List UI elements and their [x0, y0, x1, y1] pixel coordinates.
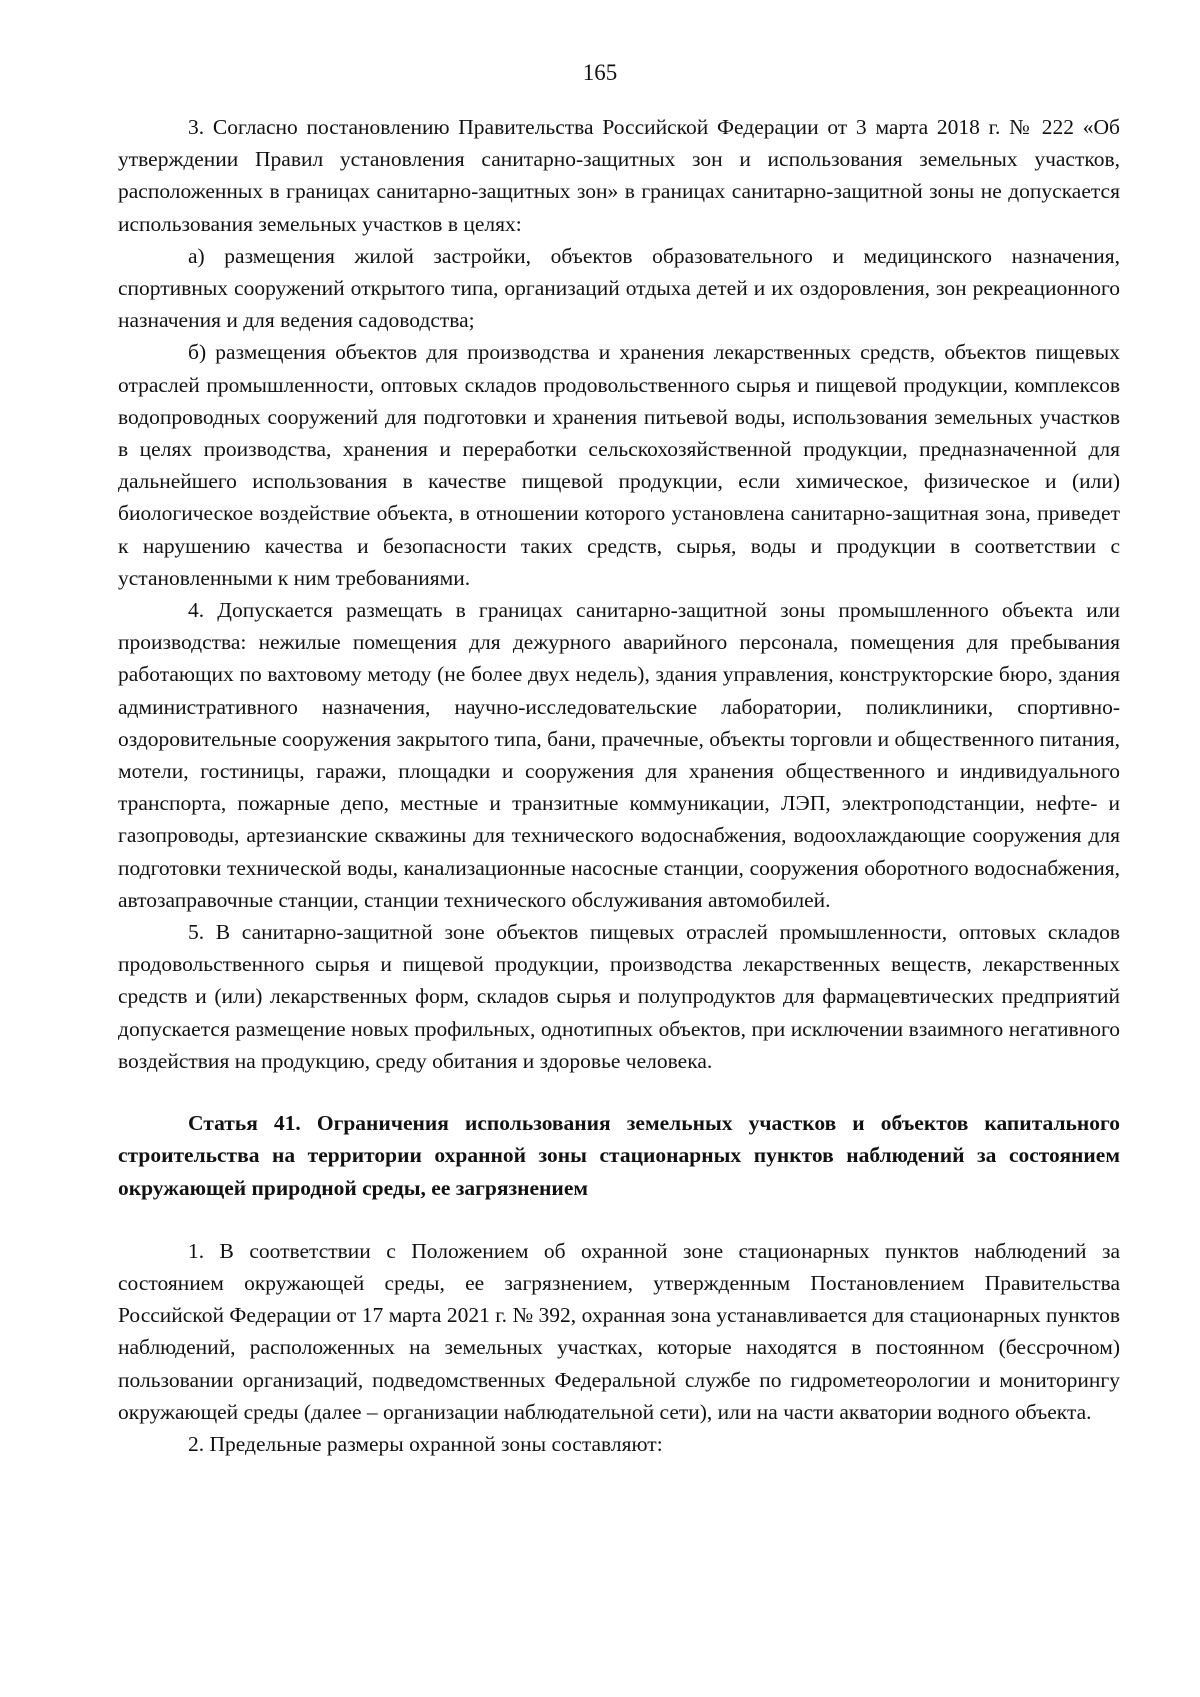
paragraph-5: 5. В санитарно-защитной зоне объектов пищевых отраслей промышленности, оптовых складов продовольственного сырья и пищевой продукции, производства лекарственных веществ, лекарственных средств и (или) лекарственных форм, складов сырья и полупродуктов для фармацевтических предприятий допускается размещение новых профильных, однотипных объектов, при исключении взаимного негативного воздействия на продукцию, среду обитания и здоровье человека. [118, 920, 1120, 1073]
paragraph-3: 3. Согласно постановлению Правительства Российской Федерации от 3 марта 2018 г. № 222 «Об утверждении Правил установления санитарно-защитных зон и использования земельных участков, расположенных в границах санитарно-защитных зон» в границах санитарно-защитной зоны не допускается использования земельных участков в целях: [118, 115, 1120, 236]
article-41-paragraph-1: 1. В соответствии с Положением об охранной зоне стационарных пунктов наблюдений за состоянием окружающей среды, ее загрязнением, утвержденным Постановлением Правительства Российской Федерации от 17 марта 2021 г. № 392, охранная зона устанавливается для стационарных пунктов наблюдений, расположенных на земельных участках, которые находятся в постоянном (бессрочном) пользовании организаций, подведомственных Федеральной службе по гидрометеорологии и мониторингу окружающей среды (далее – организации наблюдательной сети), или на части акватории водного объекта. [118, 1238, 1120, 1424]
document-body [118, 111, 1120, 1460]
paragraph-3b: б) размещения объектов для производства и хранения лекарственных средств, объектов пищевых отраслей промышленности, оптовых складов продовольственного сырья и пищевой продукции, комплексов водопроводных сооружений для подготовки и хранения питьевой воды, использования земельных участков в целях производства, хранения и переработки сельскохозяйственной продукции, предназначенной для дальнейшего использования в качестве пищевой продукции, если химическое, физическое и (или) биологическое воздействие объекта, в отношении которого установлена санитарно-защитная зона, приведет к нарушению качества и безопасности таких средств, сырья, воды и продукции в соответствии с установленными к ним требованиями. [118, 340, 1120, 590]
paragraph-4: 4. Допускается размещать в границах санитарно-защитной зоны промышленного объекта или производства: нежилые помещения для дежурного аварийного персонала, помещения для пребывания работающих по вахтовому методу (не более двух недель), здания управления, конструкторские бюро, здания административного назначения, научно-исследовательские лаборатории, поликлиники, спортивно-оздоровительные сооружения закрытого типа, бани, прачечные, объекты торговли и общественного питания, мотели, гостиницы, гаражи, площадки и сооружения для хранения общественного и индивидуального транспорта, пожарные депо, местные и транзитные коммуникации, ЛЭП, электроподстанции, нефте- и газопроводы, артезианские скважины для технического водоснабжения, водоохлаждающие сооружения для подготовки технической воды, канализационные насосные станции, сооружения оборотного водоснабжения, автозаправочные станции, станции технического обслуживания автомобилей. [118, 598, 1120, 912]
paragraph-3a: а) размещения жилой застройки, объектов образовательного и медицинского назначения, спортивных сооружений открытого типа, организаций отдыха детей и их оздоровления, зон рекреационного назначения и для ведения садоводства; [118, 243, 1120, 333]
page-number: 165 [582, 60, 618, 85]
article-41-paragraph-2: 2. Предельные размеры охранной зоны составляют: [188, 1431, 663, 1456]
article-41-heading: Статья 41. Ограничения использования земельных участков и объектов капитального строительства на территории охранной зоны стационарных пунктов наблюдений за состоянием окружающей природной среды, ее загрязнением [118, 1111, 1120, 1200]
